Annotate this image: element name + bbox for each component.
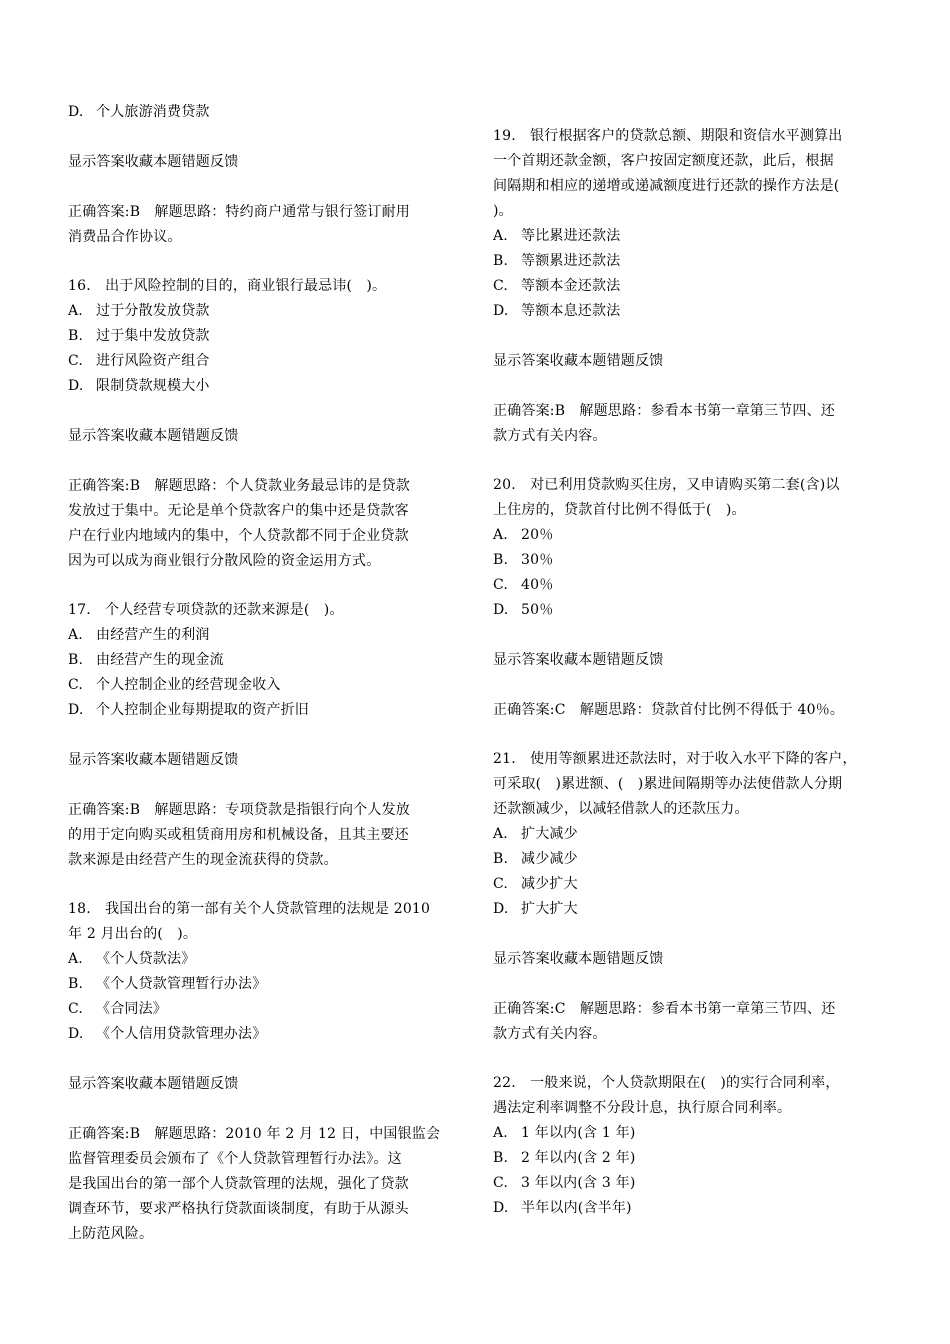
question-stem: 一个首期还款金额，客户按固定额度还款，此后，根据 bbox=[493, 153, 834, 169]
answer-line: 因为可以成为商业银行分散风险的资金运用方式。 bbox=[68, 553, 381, 569]
option-b: B. 减少减少 bbox=[493, 851, 578, 867]
question-stem: 遇法定利率调整不分段计息，执行原合同利率。 bbox=[493, 1100, 792, 1116]
question-stem: )。 bbox=[493, 203, 513, 219]
answer-line: 监督管理委员会颁布了《个人贷款管理暂行办法》。这 bbox=[68, 1151, 402, 1167]
option-c: C. 3 年以内(含 3 年) bbox=[493, 1175, 636, 1191]
question-stem: 16. 出于风险控制的目的，商业银行最忌讳( )。 bbox=[68, 278, 387, 294]
answer-line: 户在行业内地域内的集中，个人贷款都不同于企业贷款 bbox=[68, 528, 409, 544]
question-stem: 19. 银行根据客户的贷款总额、期限和资信水平测算出 bbox=[493, 128, 843, 144]
answer-actions[interactable]: 显示答案收藏本题错题反馈 bbox=[493, 951, 664, 967]
answer-actions[interactable]: 显示答案收藏本题错题反馈 bbox=[68, 752, 239, 768]
option-a: A. 过于分散发放贷款 bbox=[68, 303, 210, 319]
option-c: C. 《合同法》 bbox=[68, 1001, 167, 1017]
answer-line: 正确答案:B 解题思路：个人贷款业务最忌讳的是贷款 bbox=[68, 478, 411, 494]
answer-line: 正确答案:B 解题思路：特约商户通常与银行签订耐用 bbox=[68, 204, 411, 220]
option-b: B. 过于集中发放贷款 bbox=[68, 328, 210, 344]
option-d: D. 扩大扩大 bbox=[493, 901, 578, 917]
option-a: A. 20％ bbox=[493, 527, 554, 543]
question-stem: 还款额减少，以减轻借款人的还款压力。 bbox=[493, 801, 749, 817]
answer-line: 正确答案:C 解题思路：贷款首付比例不得低于 40％。 bbox=[493, 702, 845, 718]
answer-line: 上防范风险。 bbox=[68, 1226, 154, 1242]
option-d: D. 等额本息还款法 bbox=[493, 303, 621, 319]
option-c: C. 40％ bbox=[493, 577, 554, 593]
option-b: B. 等额累进还款法 bbox=[493, 253, 621, 269]
question-stem: 20. 对已利用贷款购买住房，又申请购买第二套(含)以 bbox=[493, 477, 840, 493]
answer-actions[interactable]: 显示答案收藏本题错题反馈 bbox=[68, 1076, 239, 1092]
answer-line: 正确答案:B 解题思路：专项贷款是指银行向个人发放 bbox=[68, 802, 411, 818]
option-a: A. 《个人贷款法》 bbox=[68, 951, 196, 967]
answer-line: 正确答案:B 解题思路：参看本书第一章第三节四、还 bbox=[493, 403, 836, 419]
question-stem: 间隔期和相应的递增或递减额度进行还款的操作方法是( bbox=[493, 178, 840, 194]
answer-line: 正确答案:B 解题思路：2010 年 2 月 12 日，中国银监会 bbox=[68, 1126, 441, 1142]
question-stem: 年 2 月出台的( )。 bbox=[68, 926, 198, 942]
answer-actions[interactable]: 显示答案收藏本题错题反馈 bbox=[68, 428, 239, 444]
question-stem: 上住房的，贷款首付比例不得低于( )。 bbox=[493, 502, 746, 518]
answer-line: 正确答案:C 解题思路：参看本书第一章第三节四、还 bbox=[493, 1001, 836, 1017]
option-d: D. 限制贷款规模大小 bbox=[68, 378, 210, 394]
option-c: C. 个人控制企业的经营现金收入 bbox=[68, 677, 281, 693]
option-d: D. 50％ bbox=[493, 602, 554, 618]
answer-line: 款方式有关内容。 bbox=[493, 1026, 607, 1042]
answer-line: 款来源是由经营产生的现金流获得的贷款。 bbox=[68, 852, 338, 868]
question-stem: 17. 个人经营专项贷款的还款来源是( )。 bbox=[68, 602, 344, 618]
option-d: D. 半年以内(含半年) bbox=[493, 1200, 632, 1216]
option-a: A. 扩大减少 bbox=[493, 826, 578, 842]
option-c: C. 减少扩大 bbox=[493, 876, 578, 892]
answer-actions[interactable]: 显示答案收藏本题错题反馈 bbox=[493, 652, 664, 668]
option-a: A. 由经营产生的利润 bbox=[68, 627, 210, 643]
option-b: B. 30％ bbox=[493, 552, 554, 568]
option-c: C. 进行风险资产组合 bbox=[68, 353, 210, 369]
option-a: A. 等比累进还款法 bbox=[493, 228, 621, 244]
option-d: D. 个人旅游消费贷款 bbox=[68, 104, 210, 120]
option-d: D. 个人控制企业每期提取的资产折旧 bbox=[68, 702, 309, 718]
option-d: D. 《个人信用贷款管理办法》 bbox=[68, 1026, 267, 1042]
answer-line: 是我国出台的第一部个人贷款管理的法规，强化了贷款 bbox=[68, 1176, 409, 1192]
answer-line: 消费品合作协议。 bbox=[68, 229, 182, 245]
answer-line: 发放过于集中。无论是单个贷款客户的集中还是贷款客 bbox=[68, 503, 409, 519]
option-c: C. 等额本金还款法 bbox=[493, 278, 621, 294]
answer-actions[interactable]: 显示答案收藏本题错题反馈 bbox=[68, 154, 239, 170]
answer-actions[interactable]: 显示答案收藏本题错题反馈 bbox=[493, 353, 664, 369]
question-stem: 22. 一般来说，个人贷款期限在( )的实行合同利率， bbox=[493, 1075, 840, 1091]
option-b: B. 《个人贷款管理暂行办法》 bbox=[68, 976, 267, 992]
question-stem: 21. 使用等额累进还款法时，对于收入水平下降的客户， bbox=[493, 751, 857, 767]
answer-line: 款方式有关内容。 bbox=[493, 428, 607, 444]
question-stem: 可采取( )累进额、( )累进间隔期等办法使借款人分期 bbox=[493, 776, 843, 792]
option-b: B. 由经营产生的现金流 bbox=[68, 652, 224, 668]
option-b: B. 2 年以内(含 2 年) bbox=[493, 1150, 636, 1166]
option-a: A. 1 年以内(含 1 年) bbox=[493, 1125, 636, 1141]
answer-line: 的用于定向购买或租赁商用房和机械设备，且其主要还 bbox=[68, 827, 409, 843]
answer-line: 调查环节，要求严格执行贷款面谈制度，有助于从源头 bbox=[68, 1201, 409, 1217]
question-stem: 18. 我国出台的第一部有关个人贷款管理的法规是 2010 bbox=[68, 901, 431, 917]
